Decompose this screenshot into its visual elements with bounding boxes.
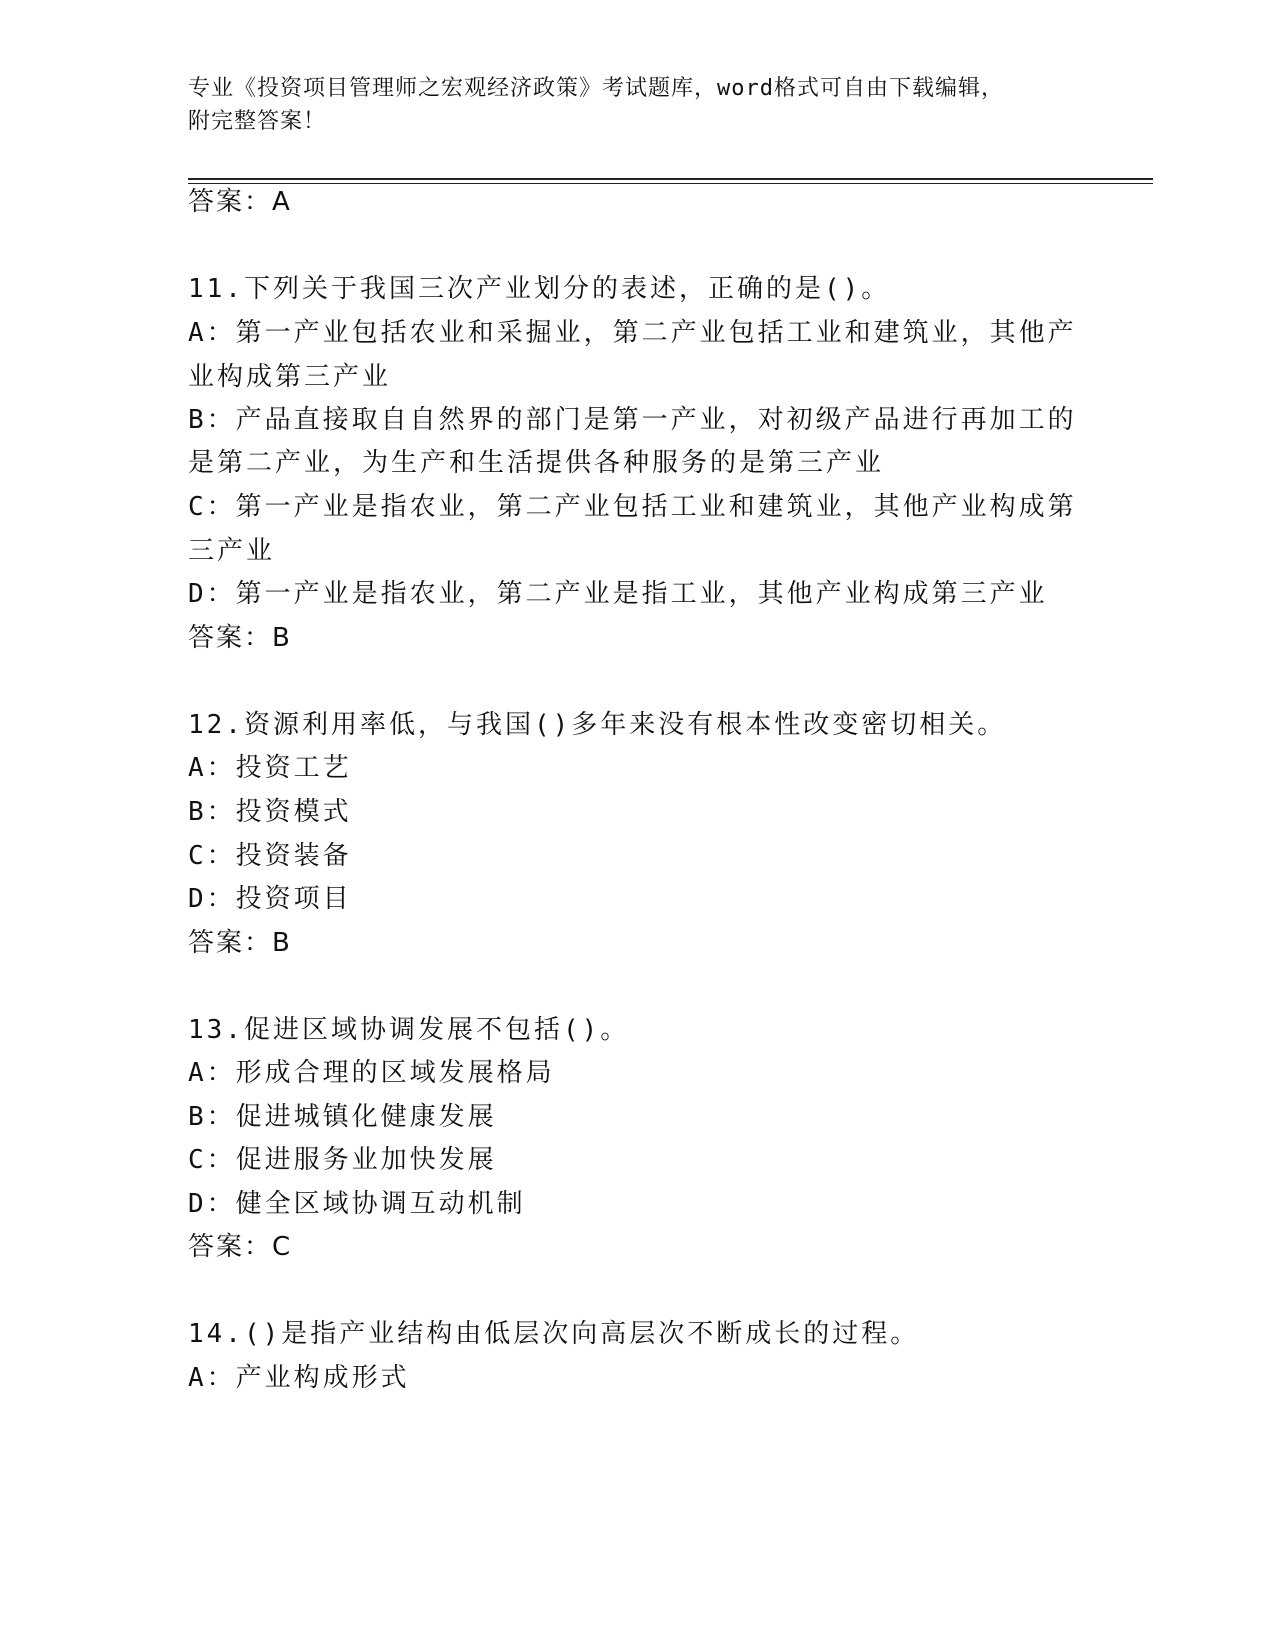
question-11-option-c-line2: 三产业 (188, 536, 276, 566)
question-12-option-b: B：投资模式 (188, 797, 352, 827)
header-divider-thin (188, 183, 1153, 184)
question-11-option-c-line1: C：第一产业是指农业，第二产业包括工业和建筑业，其他产业构成第 (188, 492, 1077, 522)
question-13-answer: 答案：C (188, 1232, 293, 1262)
question-13-option-b: B：促进城镇化健康发展 (188, 1102, 497, 1132)
question-14-stem: 14.()是指产业结构由低层次向高层次不断成长的过程。 (188, 1319, 920, 1349)
header-divider (188, 178, 1153, 180)
question-11-answer: 答案：B (188, 623, 292, 653)
question-11-option-a-line2: 业构成第三产业 (188, 362, 392, 392)
document-header (188, 72, 1088, 138)
question-12-answer: 答案：B (188, 928, 292, 958)
question-13-option-d: D：健全区域协调互动机制 (188, 1189, 526, 1219)
question-11-option-b-line1: B：产品直接取自自然界的部门是第一产业，对初级产品进行再加工的 (188, 405, 1077, 435)
question-12-option-d: D：投资项目 (188, 884, 352, 914)
question-12-option-c: C：投资装备 (188, 841, 352, 871)
question-14-option-a: A：产业构成形式 (188, 1363, 410, 1393)
question-12-stem: 12.资源利用率低，与我国()多年来没有根本性改变密切相关。 (188, 710, 1007, 740)
header-line-1: 专业《投资项目管理师之宏观经济政策》考试题库，word格式可自由下载编辑， (188, 76, 1004, 101)
question-11-option-b-line2: 是第二产业，为生产和生活提供各种服务的是第三产业 (188, 448, 885, 478)
question-11-option-a-line1: A：第一产业包括农业和采掘业，第二产业包括工业和建筑业，其他产 (188, 318, 1077, 348)
question-13-option-a: A：形成合理的区域发展格局 (188, 1058, 555, 1088)
answer-prev: 答案：A (188, 187, 292, 217)
question-11-stem: 11.下列关于我国三次产业划分的表述，正确的是()。 (188, 274, 891, 304)
question-13-stem: 13.促进区域协调发展不包括()。 (188, 1015, 630, 1045)
question-13-option-c: C：促进服务业加快发展 (188, 1145, 497, 1175)
question-12-option-a: A：投资工艺 (188, 753, 352, 783)
header-line-2: 附完整答案！ (188, 109, 327, 134)
question-11-option-d: D：第一产业是指农业，第二产业是指工业，其他产业构成第三产业 (188, 579, 1048, 609)
